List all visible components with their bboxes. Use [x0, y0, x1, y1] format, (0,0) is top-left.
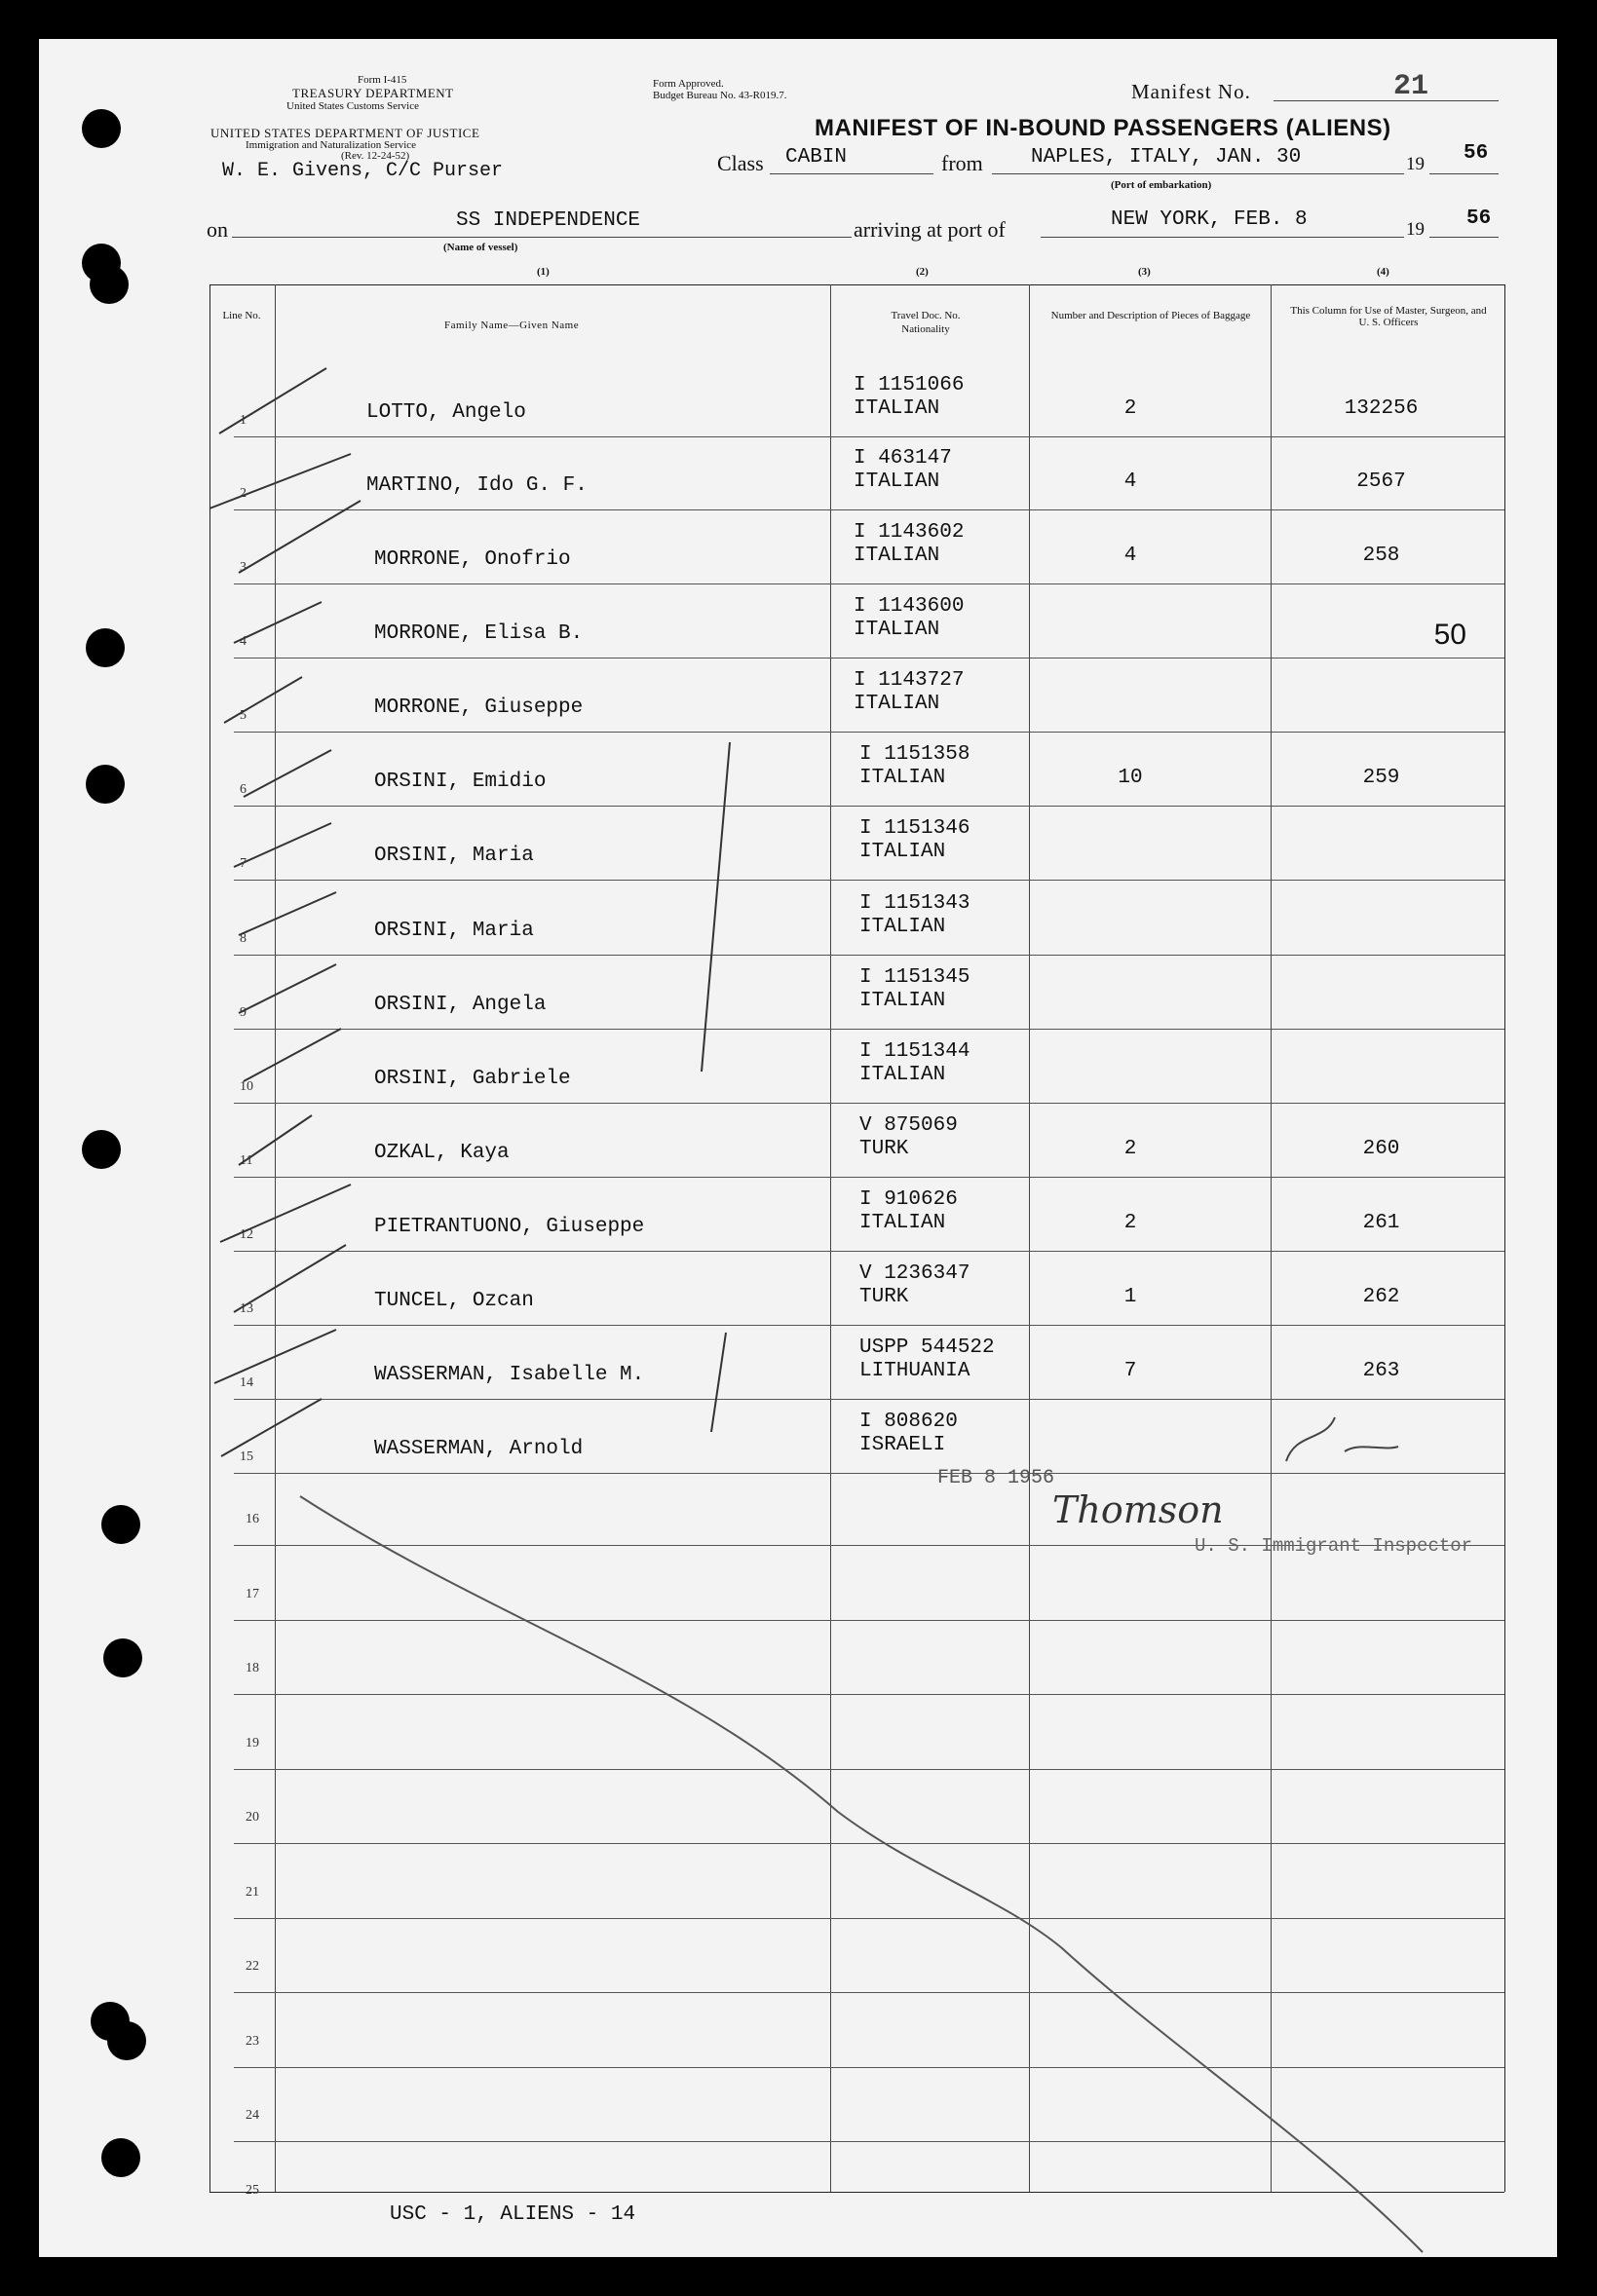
travel-doc-number: I 1151343 [859, 892, 970, 915]
officer-note: 262 [1362, 1286, 1400, 1308]
nationality: ITALIAN [859, 990, 946, 1012]
travel-doc-number: I 1151344 [859, 1040, 970, 1063]
line-number: 7 [240, 856, 247, 871]
travel-doc-number: I 1143602 [854, 521, 965, 544]
line-number: 3 [240, 560, 247, 575]
travel-doc-number: V 875069 [859, 1114, 958, 1137]
year-arrival: 56 [1466, 207, 1492, 230]
class-value: CABIN [785, 146, 848, 169]
approved-label: Form Approved. [653, 78, 724, 90]
line-number: 15 [240, 1449, 253, 1464]
passenger-name: ORSINI, Maria [374, 920, 534, 942]
year-prefix-2: 19 [1406, 219, 1425, 240]
nationality: ITALIAN [859, 1064, 946, 1086]
officer-note: 261 [1362, 1212, 1400, 1234]
inspector-signature: Thomson [1052, 1488, 1224, 1531]
treasury-label: TREASURY DEPARTMENT [292, 86, 454, 100]
baggage-count: 1 [1123, 1286, 1137, 1308]
nationality: ISRAELI [859, 1434, 946, 1456]
purser-name: W. E. Givens, C/C Purser [222, 160, 504, 182]
col-number-2: (2) [916, 266, 929, 278]
arrival-port: NEW YORK, FEB. 8 [1111, 208, 1308, 231]
travel-doc-number: I 1151346 [859, 817, 970, 840]
officer-note: 260 [1362, 1138, 1400, 1160]
vessel-label: (Name of vessel) [443, 242, 518, 253]
class-label: Class [717, 151, 764, 175]
passenger-name: MORRONE, Giuseppe [374, 696, 584, 719]
manifest-number: 21 [1393, 70, 1429, 103]
manifest-title: MANIFEST OF IN-BOUND PASSENGERS (ALIENS) [815, 115, 1391, 141]
port-embark-label: (Port of embarkation) [1111, 179, 1212, 191]
travel-doc-number: I 910626 [859, 1188, 958, 1211]
line-number: 9 [240, 1005, 247, 1020]
form-number: Form I-415 [358, 74, 407, 86]
footer-code: USC - 1, ALIENS - 14 [390, 2203, 636, 2226]
line-number: 23 [246, 2033, 259, 2049]
nationality: ITALIAN [854, 470, 940, 493]
travel-doc-number: I 1143600 [854, 595, 965, 618]
line-number: 18 [246, 1661, 259, 1675]
ins-label: Immigration and Naturalization Service [246, 139, 417, 151]
line-number: 19 [246, 1735, 259, 1750]
passenger-name: ORSINI, Emidio [374, 771, 547, 793]
line-number: 5 [240, 708, 247, 723]
passenger-name: WASSERMAN, Arnold [374, 1438, 584, 1460]
nationality: LITHUANIA [859, 1360, 970, 1382]
line-number: 13 [240, 1301, 253, 1316]
baggage-count: 7 [1123, 1360, 1137, 1382]
line-number: 2 [240, 486, 247, 501]
officer-note: 50 [1433, 619, 1466, 651]
nationality: ITALIAN [854, 619, 940, 641]
nationality: ITALIAN [859, 767, 946, 789]
nationality: ITALIAN [854, 545, 940, 567]
line-number: 1 [240, 413, 247, 428]
passenger-name: ORSINI, Maria [374, 845, 534, 867]
from-label: from [941, 151, 983, 175]
date-stamp: FEB 8 1956 [937, 1467, 1055, 1489]
line-number: 17 [246, 1586, 259, 1601]
nationality: ITALIAN [859, 1212, 946, 1234]
passenger-name: OZKAL, Kaya [374, 1142, 510, 1164]
line-number: 11 [240, 1153, 253, 1168]
passenger-name: MORRONE, Elisa B. [374, 622, 584, 645]
col-number-1: (1) [537, 266, 550, 278]
travel-doc-number: I 463147 [854, 447, 952, 470]
travel-doc-header: Travel Doc. No. [891, 310, 961, 321]
nationality: ITALIAN [854, 397, 940, 420]
passenger-name: ORSINI, Gabriele [374, 1068, 571, 1090]
passenger-name: WASSERMAN, Isabelle M. [374, 1364, 645, 1386]
line-number: 16 [246, 1512, 259, 1526]
travel-doc-number: V 1236347 [859, 1262, 970, 1285]
line-number: 14 [240, 1375, 253, 1390]
baggage-count: 2 [1123, 1138, 1137, 1160]
on-label: on [207, 217, 228, 242]
nationality: ITALIAN [859, 916, 946, 938]
line-no-header: Line No. [222, 310, 261, 321]
baggage-count: 2 [1123, 397, 1137, 420]
travel-doc-number: I 1151066 [854, 374, 965, 396]
line-number: 4 [240, 634, 247, 649]
arriving-label: arriving at port of [854, 217, 1006, 242]
inspector-title: U. S. Immigrant Inspector [1195, 1535, 1473, 1557]
rev-label: (Rev. 12-24-52) [341, 150, 410, 162]
passenger-name: MARTINO, Ido G. F. [366, 474, 588, 497]
passenger-name: MORRONE, Onofrio [374, 548, 571, 571]
baggage-count: 4 [1123, 545, 1137, 567]
line-number: 12 [240, 1227, 253, 1242]
baggage-header: Number and Description of Pieces of Baggage [1050, 310, 1251, 321]
line-number: 20 [246, 1810, 259, 1825]
passenger-name: LOTTO, Angelo [366, 401, 526, 424]
customs-label: United States Customs Service [286, 100, 419, 112]
justice-label: UNITED STATES DEPARTMENT OF JUSTICE [210, 126, 480, 140]
col-number-4: (4) [1377, 266, 1389, 278]
budget-label: Budget Bureau No. 43-R019.7. [653, 90, 787, 101]
nationality: ITALIAN [854, 693, 940, 715]
officer-note: 263 [1362, 1360, 1400, 1382]
line-number: 6 [240, 782, 247, 797]
nationality: TURK [859, 1138, 909, 1160]
passenger-name: TUNCEL, Ozcan [374, 1290, 534, 1312]
from-value: NAPLES, ITALY, JAN. 30 [1031, 146, 1302, 169]
officer-note: 259 [1362, 767, 1400, 789]
line-number: 8 [240, 931, 247, 946]
year-embark: 56 [1464, 142, 1489, 165]
passenger-name: ORSINI, Angela [374, 994, 547, 1016]
nationality: TURK [859, 1286, 909, 1308]
officer-note: 258 [1362, 545, 1400, 567]
passenger-name: PIETRANTUONO, Giuseppe [374, 1216, 645, 1238]
travel-doc-number: I 1151358 [859, 743, 970, 766]
baggage-count: 10 [1118, 767, 1143, 789]
travel-doc-number: I 1151345 [859, 966, 970, 989]
baggage-count: 2 [1123, 1212, 1137, 1234]
line-number: 10 [240, 1079, 253, 1094]
officers-header: This Column for Use of Master, Surgeon, and U. S. Officers [1290, 305, 1487, 328]
col-number-3: (3) [1138, 266, 1151, 278]
baggage-count: 4 [1123, 470, 1137, 493]
line-number: 24 [246, 2108, 259, 2123]
line-number: 25 [246, 2182, 259, 2198]
officer-note: 2567 [1356, 470, 1406, 493]
line-number: 22 [246, 1959, 259, 1974]
name-header: Family Name—Given Name [444, 320, 580, 331]
year-prefix: 19 [1406, 154, 1425, 174]
vessel-name: SS INDEPENDENCE [456, 209, 641, 232]
travel-doc-number: USPP 544522 [859, 1336, 995, 1359]
manifest-no-label: Manifest No. [1131, 80, 1251, 103]
nationality-header: Nationality [901, 323, 950, 335]
officer-note: 132256 [1344, 397, 1419, 420]
nationality: ITALIAN [859, 841, 946, 863]
travel-doc-number: I 1143727 [854, 669, 965, 692]
line-number: 21 [246, 1884, 259, 1900]
travel-doc-number: I 808620 [859, 1411, 958, 1433]
